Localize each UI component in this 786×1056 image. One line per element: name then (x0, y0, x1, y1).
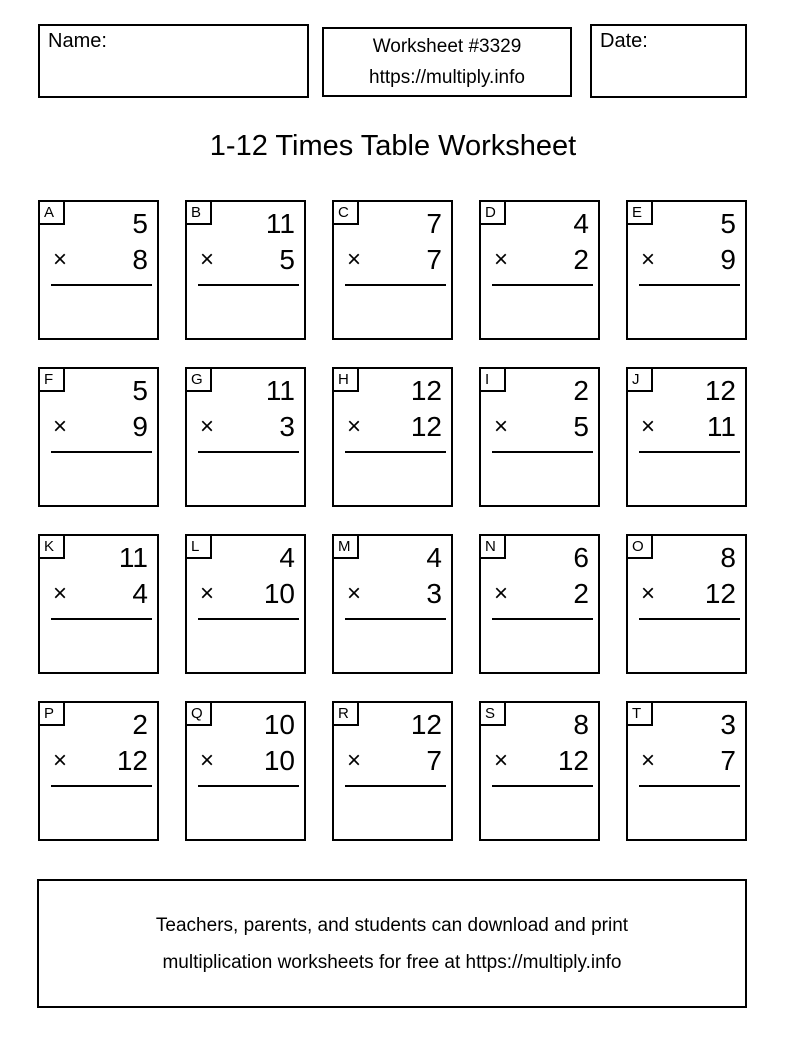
problem-letter: D (485, 204, 496, 221)
answer-space (40, 453, 157, 501)
problem-box (332, 534, 453, 674)
footer-line-1: Teachers, parents, and students can download and print (155, 914, 629, 936)
multiply-icon: × (641, 747, 656, 774)
multiplier-row (628, 576, 745, 612)
multiplier: 8 (132, 244, 148, 275)
problem-box (479, 200, 600, 340)
answer-space (334, 620, 451, 668)
multiply-icon: × (200, 580, 215, 607)
problem-letter: C (338, 204, 349, 221)
answer-space (187, 286, 304, 334)
problem-letter: E (632, 204, 643, 221)
problem-letter: I (485, 371, 490, 388)
multiplicand: 4 (426, 542, 442, 573)
problem-letter-badge (187, 369, 212, 392)
problem-letter-badge (40, 536, 65, 559)
multiplier: 2 (573, 578, 589, 609)
problem-letter-badge (40, 202, 65, 225)
problem-box (332, 200, 453, 340)
multiplier-row (187, 409, 304, 445)
problem-letter-badge (40, 369, 65, 392)
multiplier-row (334, 576, 451, 612)
problem-letter: L (191, 538, 200, 555)
multiply-icon: × (641, 580, 656, 607)
multiplier-row (481, 409, 598, 445)
multiplicand: 4 (573, 208, 589, 239)
multiplicand: 2 (573, 375, 589, 406)
multiplier-row (40, 576, 157, 612)
multiplier-row (628, 242, 745, 278)
problem-letter: G (191, 371, 203, 388)
multiplicand: 2 (132, 709, 148, 740)
multiplier: 9 (132, 411, 148, 442)
problem-letter-badge (334, 703, 359, 726)
multiplier: 10 (263, 745, 295, 776)
problem-box (479, 534, 600, 674)
multiplicand: 5 (132, 375, 148, 406)
problem-letter-badge (334, 536, 359, 559)
date-field-box (590, 24, 747, 98)
problem-letter-badge (481, 369, 506, 392)
page-title: 1-12 Times Table Worksheet (209, 130, 577, 162)
multiplier-row (481, 576, 598, 612)
multiplicand: 4 (279, 542, 295, 573)
answer-space (481, 453, 598, 501)
multiplicand: 5 (132, 208, 148, 239)
multiplier-row (40, 743, 157, 779)
answer-space (628, 620, 745, 668)
multiply-icon: × (200, 747, 215, 774)
problem-box (626, 701, 747, 841)
problem-box (626, 200, 747, 340)
problem-box (185, 534, 306, 674)
problem-letter: S (485, 705, 496, 722)
problem-box (38, 367, 159, 507)
multiplicand: 12 (410, 375, 442, 406)
problem-box (332, 701, 453, 841)
multiply-icon: × (494, 413, 509, 440)
multiplier-row (40, 409, 157, 445)
multiplier-row (187, 576, 304, 612)
multiplier-row (187, 743, 304, 779)
multiplier-row (481, 743, 598, 779)
answer-space (187, 453, 304, 501)
problem-letter: R (338, 705, 349, 722)
multiply-icon: × (53, 413, 68, 440)
multiply-icon: × (494, 246, 509, 273)
answer-space (187, 787, 304, 835)
answer-space (187, 620, 304, 668)
multiply-icon: × (347, 580, 362, 607)
problem-letter-badge (334, 369, 359, 392)
multiplier-row (628, 409, 745, 445)
problem-box (185, 200, 306, 340)
problem-letter-badge (481, 202, 506, 225)
problem-letter: N (485, 538, 496, 555)
answer-space (628, 453, 745, 501)
multiplier: 7 (426, 745, 442, 776)
multiplier: 12 (116, 745, 148, 776)
problem-box (38, 534, 159, 674)
problem-letter: A (44, 204, 55, 221)
problems-grid (38, 200, 747, 841)
multiplier: 5 (573, 411, 589, 442)
multiplier-row (334, 409, 451, 445)
problem-letter: K (44, 538, 55, 555)
problem-box (185, 701, 306, 841)
multiplier: 7 (426, 244, 442, 275)
multiplicand: 7 (426, 208, 442, 239)
multiplicand: 11 (118, 542, 148, 573)
answer-space (628, 787, 745, 835)
answer-space (40, 620, 157, 668)
multiplier: 10 (263, 578, 295, 609)
answer-space (481, 620, 598, 668)
name-field-box (38, 24, 309, 98)
problem-letter: F (44, 371, 54, 388)
problem-letter: T (632, 705, 642, 722)
multiply-icon: × (200, 246, 215, 273)
problem-box (332, 367, 453, 507)
multiplier-row (334, 743, 451, 779)
problem-box (185, 367, 306, 507)
problem-box (38, 701, 159, 841)
multiply-icon: × (53, 246, 68, 273)
multiplier: 5 (279, 244, 295, 275)
multiplier: 12 (704, 578, 736, 609)
multiply-icon: × (347, 747, 362, 774)
multiplier: 9 (720, 244, 736, 275)
problem-letter-badge (481, 536, 506, 559)
multiply-icon: × (494, 580, 509, 607)
problem-box (479, 701, 600, 841)
multiplier: 7 (720, 745, 736, 776)
multiplier: 4 (132, 578, 148, 609)
multiplicand: 8 (720, 542, 736, 573)
multiply-icon: × (641, 246, 656, 273)
multiplicand: 3 (720, 709, 736, 740)
problem-letter-badge (187, 536, 212, 559)
answer-space (481, 286, 598, 334)
problem-letter-badge (628, 536, 653, 559)
worksheet-info-box (322, 27, 572, 97)
multiplier-row (187, 242, 304, 278)
problem-letter-badge (40, 703, 65, 726)
problem-box (626, 367, 747, 507)
multiplicand: 11 (265, 375, 295, 406)
multiplier: 12 (557, 745, 589, 776)
answer-space (40, 286, 157, 334)
worksheet-url: https://multiply.info (369, 67, 525, 88)
date-label: Date: (600, 30, 648, 52)
problem-letter: M (338, 538, 351, 555)
answer-space (628, 286, 745, 334)
multiply-icon: × (53, 580, 68, 607)
problem-letter-badge (187, 202, 212, 225)
multiplicand: 12 (410, 709, 442, 740)
problem-letter-badge (628, 703, 653, 726)
footer-box (37, 879, 747, 1008)
problem-letter-badge (334, 202, 359, 225)
worksheet-number: Worksheet #3329 (372, 36, 522, 57)
multiplier: 3 (426, 578, 442, 609)
multiplier: 11 (706, 411, 736, 442)
multiplier-row (40, 242, 157, 278)
multiplicand: 11 (265, 208, 295, 239)
problem-letter: O (632, 538, 644, 555)
multiplicand: 8 (573, 709, 589, 740)
answer-space (40, 787, 157, 835)
name-label: Name: (48, 30, 107, 52)
problem-letter: H (338, 371, 349, 388)
multiplicand: 5 (720, 208, 736, 239)
footer-line-2: multiplication worksheets for free at https://multiply.info (162, 951, 622, 973)
problem-box (626, 534, 747, 674)
answer-space (334, 787, 451, 835)
multiplier-row (334, 242, 451, 278)
multiply-icon: × (347, 246, 362, 273)
multiply-icon: × (347, 413, 362, 440)
problem-letter: Q (191, 705, 203, 722)
multiply-icon: × (200, 413, 215, 440)
answer-space (481, 787, 598, 835)
problem-letter-badge (628, 369, 653, 392)
multiplicand: 6 (573, 542, 589, 573)
answer-space (334, 286, 451, 334)
multiply-icon: × (494, 747, 509, 774)
multiplier-row (628, 743, 745, 779)
multiplier: 12 (410, 411, 442, 442)
problem-letter-badge (187, 703, 212, 726)
multiplicand: 10 (263, 709, 295, 740)
multiplier-row (481, 242, 598, 278)
multiplier: 3 (279, 411, 295, 442)
problem-letter: B (191, 204, 202, 221)
answer-space (334, 453, 451, 501)
multiply-icon: × (641, 413, 656, 440)
multiply-icon: × (53, 747, 68, 774)
problem-letter-badge (628, 202, 653, 225)
multiplier: 2 (573, 244, 589, 275)
problem-letter: P (44, 705, 55, 722)
problem-letter: J (632, 371, 640, 388)
problem-letter-badge (481, 703, 506, 726)
multiplicand: 12 (704, 375, 736, 406)
problem-box (479, 367, 600, 507)
problem-box (38, 200, 159, 340)
